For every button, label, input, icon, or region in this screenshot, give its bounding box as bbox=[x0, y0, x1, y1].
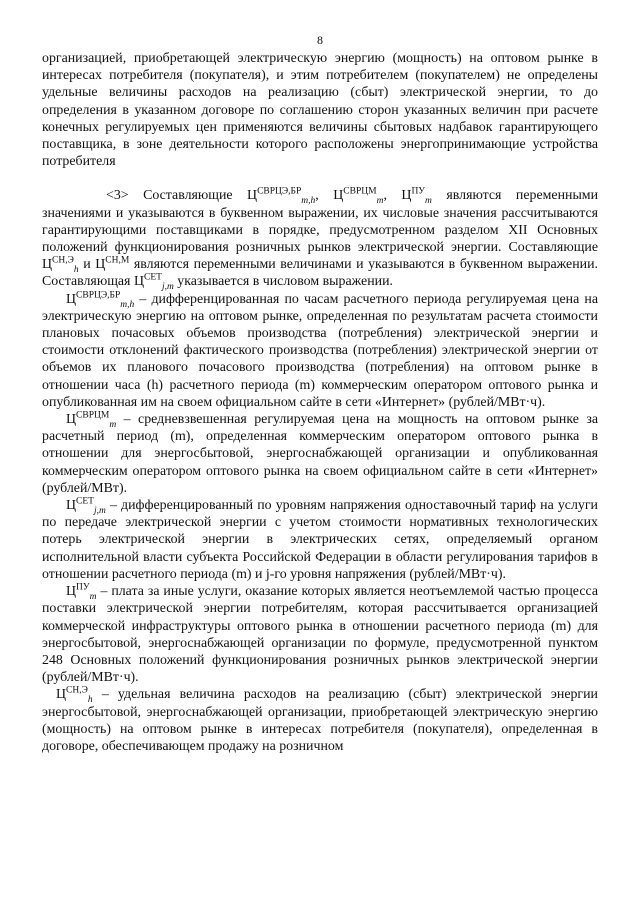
definition-svrc-ebr bbox=[42, 291, 598, 411]
symbol-pu: $Ц^{ПУ}_m$ bbox=[401, 186, 432, 207]
definition-sne bbox=[42, 686, 598, 755]
symbol-pu: $Ц^{ПУ}_m$ bbox=[66, 582, 97, 602]
note-3-text-3: и bbox=[78, 257, 96, 273]
definition-set bbox=[42, 497, 598, 583]
symbol-sne: $Ц^{СН,Э}_h$ bbox=[42, 255, 79, 276]
definition-svrcm-text: – средневзвешенная регулируемая цена на мощность на оптовом рынке за расчетный период (m), определенная коммерческим оператором оптового рынка в отношении для энергосбытовой, энергоснабжающей организации и опубликованная коммерческим оператором оптового рынка на своем официальном сайте в сети «Интернет» (рублей/МВт). bbox=[42, 412, 598, 496]
paragraph-gap bbox=[42, 170, 598, 187]
document-body bbox=[42, 50, 598, 755]
symbol-set: $Ц^{СЕТ}_{j,m}$ bbox=[66, 496, 106, 516]
symbol-svrc-ebr: $Ц^{СВРЦЭ,БР}_{m,h}$ bbox=[247, 186, 316, 207]
symbol-svrc-ebr: $Ц^{СВРЦЭ,БР}_{m,h}$ bbox=[66, 290, 135, 310]
note-3-paragraph: <3> Составляющие $Ц^{СВРЦЭ,БР}_{m,h}$, $Ц^{СВРЦМ}_m$, $Ц^{ПУ}_m$ являются переменными значениями и указываются в буквенном выражении, их числовые значения рассчитываются гарантирующими поставщиками в порядке, предусмотренном разделом XII Основных положений функционирования розничных рынков электрической энергии. Составляющие $Ц^{СН,Э}_h$ и $Ц^{СН,М}$ являются переменными величинами и указываются в буквенном выражении. Составляющая $Ц^{СЕТ}_{j,m}$ указывается в числовом выражении. bbox=[42, 186, 599, 293]
definition-pu-text: – плата за иные услуги, оказание которых является неотъемлемой частью процесса поставки электрической энергии потребителям, которая рассчитывается организацией коммерческой инфраструктуры оптового рынка в отношении расчетного периода (m) для энергосбытовой, энергоснабжающей организации по формуле, предусмотренной пунктом 248 Основных положений функционирования розничных рынков электрической энергии (рублей/МВт·ч). bbox=[42, 584, 598, 686]
note-3-text-4: являются переменными величинами и указываются в буквенном выражении. Составляющая bbox=[42, 257, 598, 290]
note-3-text-1: <3> Составляющие bbox=[106, 188, 248, 204]
symbol-snm: $Ц^{СН,М}$ bbox=[95, 255, 130, 273]
note-3-text-5: указывается в числовом выражении. bbox=[173, 274, 393, 290]
symbol-sne: $Ц^{СН,Э}_h$ bbox=[56, 685, 93, 706]
note-3-text-2: являются переменными значениями и указываются в буквенном выражении, их числовые значения рассчитываются гарантирующими поставщиками в порядке, предусмотренном разделом XII Основных положений функционирования розничных рынков электрической энергии. Составляющие bbox=[42, 188, 599, 256]
symbol-svrcm: $Ц^{СВРЦМ}_m$ bbox=[333, 186, 384, 207]
definition-sne-text: – удельная величина расходов на реализацию (сбыт) электрической энергии энергосбытовой, энергоснабжающей организации, приобретающей электрическую энергию (мощность) на оптовом рынке в интересах потребителя (покупателя), определенная в договоре, обеспечивающем продажу на розничном bbox=[42, 687, 598, 754]
definition-pu bbox=[42, 583, 598, 686]
intro-paragraph: организацией, приобретающей электрическую энергию (мощность) на оптовом рынке в интересах потребителя (покупателя), и этим потребителем (покупателем) не определены удельные величины расходов на реализацию (сбыт) электрической энергии, то до определения в указанном договоре по соглашению сторон указанных величин при расчете конечных регулируемых цен применяются величины сбытовых надбавок гарантирующего поставщика, в зоне деятельности которого расположены энергопринимающие устройства потребителя bbox=[42, 51, 598, 170]
definition-svrc-ebr-text: – дифференцированная по часам расчетного периода регулируемая цена на электрическую энергию на оптовом рынке, определенная по результатам расчета стоимости плановых почасовых объемов производства (потребления) электрической энергии и стоимости отклонений фактического производства (потребления) электрической энергии от объемов их планового почасового производства (потребления) на оптовом рынке в отношении часа (h) расчетного периода (m) коммерческим оператором оптового рынка и опубликованная им на своем официальном сайте в сети «Интернет» (рублей/МВт·ч). bbox=[42, 291, 598, 410]
page-number: 8 bbox=[317, 33, 323, 47]
definition-set-text: – дифференцированный по уровням напряжения одноставочный тариф на услуги по передаче электрической энергии с учетом стоимости нормативных технологических потерь электрической энергии в электрических сетях, определяемый органом исполнительной власти субъекта Российской Федерации в области регулирования тарифов в отношении расчетного периода (m) и j-го уровня напряжения (рублей/МВт·ч). bbox=[42, 498, 598, 582]
symbol-set: $Ц^{СЕТ}_{j,m}$ bbox=[133, 272, 174, 293]
symbol-svrcm: $Ц^{СВРЦМ}_m$ bbox=[66, 410, 117, 430]
definition-svrcm bbox=[42, 411, 598, 497]
